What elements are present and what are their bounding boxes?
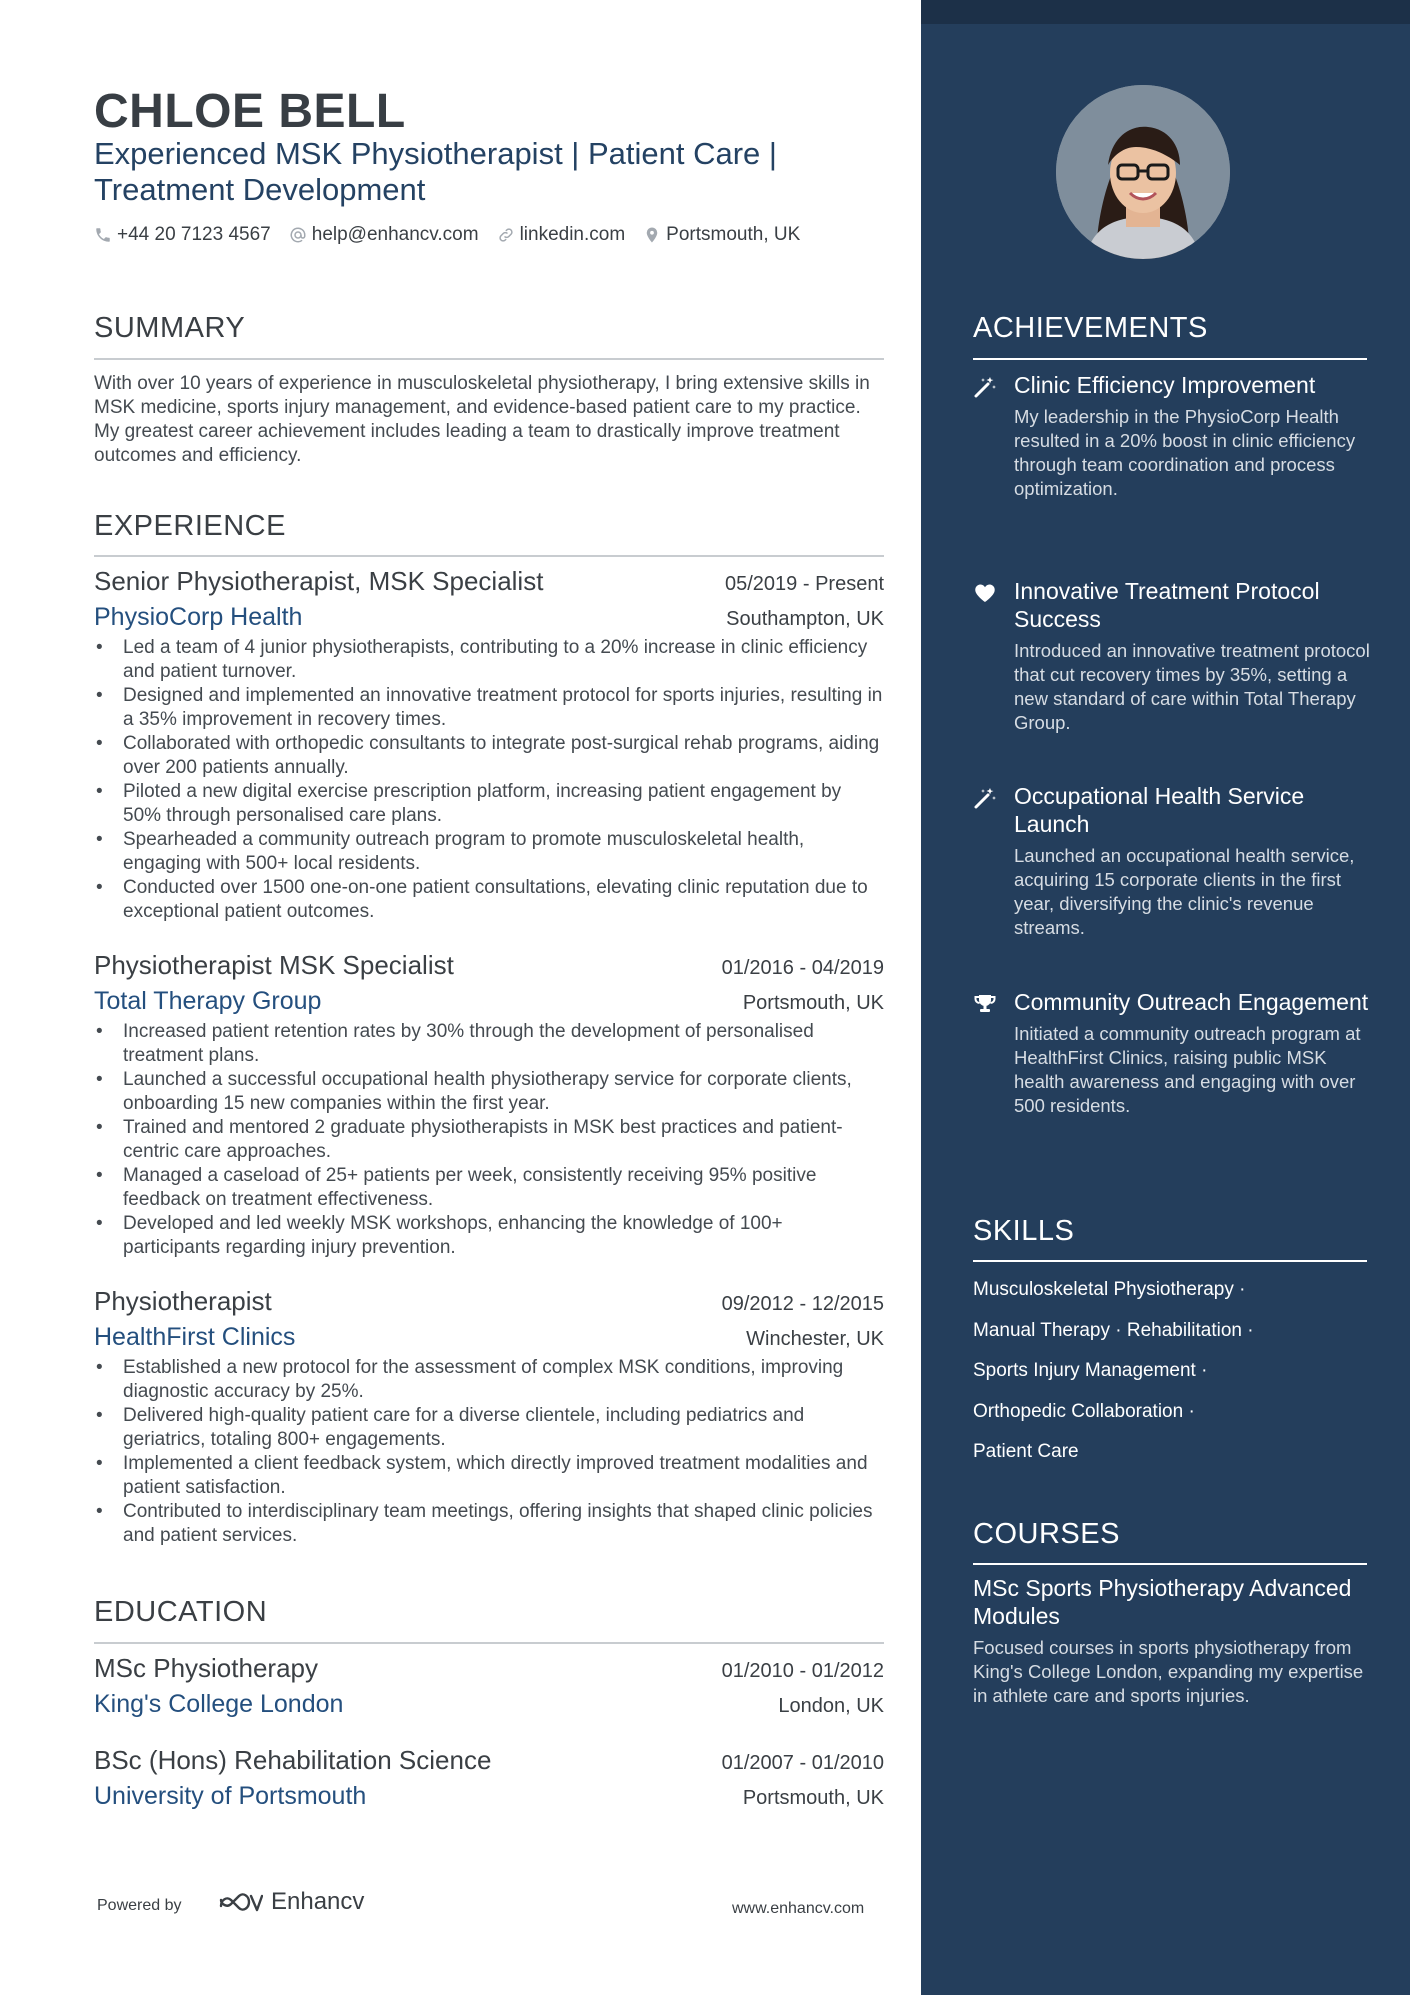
education-location: London, UK [778,1695,884,1717]
skill-line [973,1432,1373,1473]
skill-item: Rehabilitation [1126,1319,1242,1341]
bullet-item: • Trained and mentored 2 graduate physiotherapists in MSK best practices and patient-centric care approaches. [94,1116,884,1164]
bullet-item: • Piloted a new digital exercise prescription platform, increasing patient engagement by 50% through personalised care plans. [94,780,884,828]
job-location: Winchester, UK [746,1328,884,1350]
footer-url[interactable]: www.enhancv.com [732,1900,865,1917]
achievement-desc: My leadership in the PhysioCorp Health resulted in a 20% boost in clinic efficiency through team coordination and process optimization. [1014,406,1356,499]
achievement-item [973,782,1373,940]
achievement-desc: Initiated a community outreach program at HealthFirst Clinics, raising public MSK health awareness and engaging with over 500 residents. [1014,1023,1361,1116]
bullet-item: • Established a new protocol for the assessment of complex MSK conditions, improving diagnostic accuracy by 25%. [94,1356,884,1404]
contact-email[interactable] [289,224,479,246]
contact-phone[interactable] [94,224,271,246]
sidebar-top-bar [921,0,1410,24]
skills-list [973,1270,1373,1473]
job-entry [94,566,884,924]
contact-phone-text: +44 20 7123 4567 [117,224,271,245]
job-dates: 09/2012 - 12/2015 [721,1293,884,1315]
bullet-item: • Spearheaded a community outreach program to promote musculoskeletal health, engaging with 500+ local residents. [94,828,884,876]
skill-separator: · [1239,1279,1246,1300]
job-company: HealthFirst Clinics [94,1323,296,1351]
bullet-item: • Developed and led weekly MSK workshops, enhancing the knowledge of 100+ participants regarding injury prevention. [94,1212,884,1260]
skill-separator: · [1188,1400,1195,1422]
footer-brand-text: Enhancv [271,1888,365,1915]
enhancv-logo-icon [217,1890,263,1914]
job-bullets [94,1356,884,1548]
job-title: Senior Physiotherapist, MSK Specialist [94,566,544,596]
summary-divider [94,358,884,360]
bullet-item: • Increased patient retention rates by 30% through the development of personalised treatment plans. [94,1020,884,1068]
skill-separator: · [1247,1319,1254,1341]
skill-item: Musculoskeletal Physiotherapy [973,1279,1234,1300]
contact-bar [94,224,800,246]
heart-icon [973,581,997,605]
skill-item: Orthopedic Collaboration [973,1400,1184,1422]
footer-powered-by: Powered by [97,1897,182,1914]
avatar [1056,85,1230,259]
bullet-item: • Collaborated with orthopedic consultants to integrate post-surgical rehab programs, aiding over 200 patients annually. [94,732,884,780]
achievement-title: Occupational Health Service Launch [1014,783,1305,837]
achievement-item [973,371,1373,501]
skill-line [973,1392,1373,1433]
education-divider [94,1642,884,1644]
job-dates: 05/2019 - Present [725,573,884,595]
achievement-desc: Introduced an innovative treatment protocol that cut recovery times by 35%, setting a new standard of care within Total Therapy Group. [1014,640,1370,733]
footer-brand[interactable] [217,1888,364,1916]
skills-divider [973,1260,1367,1262]
achievements-title: ACHIEVEMENTS [973,312,1208,344]
sidebar [921,0,1410,1995]
bullet-item: • Led a team of 4 junior physiotherapists, contributing to a 20% increase in clinic efficiency and patient turnover. [94,636,884,684]
job-title: Physiotherapist [94,1286,272,1316]
achievement-title: Clinic Efficiency Improvement [1014,372,1316,398]
contact-linkedin-text: linkedin.com [519,224,626,245]
phone-icon [94,226,112,244]
contact-linkedin[interactable] [497,224,626,246]
skill-line [973,1311,1373,1352]
trophy-icon [973,992,997,1016]
achievement-item [973,988,1373,1118]
job-bullets [94,636,884,924]
course-desc: Focused courses in sports physiotherapy from King's College London, expanding my expertise in athlete care and sports injuries. [973,1637,1364,1706]
education-school: University of Portsmouth [94,1782,367,1810]
skill-item: Patient Care [973,1441,1079,1462]
bullet-item: • Designed and implemented an innovative treatment protocol for sports injuries, resulting in a 35% improvement in recovery times. [94,684,884,732]
experience-divider [94,555,884,557]
course-title: MSc Sports Physiotherapy Advanced Modules [973,1575,1352,1629]
achievement-desc: Launched an occupational health service, acquiring 15 corporate clients in the first year, diversifying the clinic's revenue streams. [1014,845,1355,938]
achievement-title: Innovative Treatment Protocol Success [1014,578,1320,632]
achievement-title: Community Outreach Engagement [1014,989,1369,1015]
contact-location [643,224,800,246]
skills-title: SKILLS [973,1215,1075,1247]
skill-item: Sports Injury Management [973,1360,1196,1381]
summary-title: SUMMARY [94,312,246,344]
course-item [973,1574,1373,1708]
link-icon [497,226,515,244]
job-location: Southampton, UK [726,608,884,630]
magic-wand-icon [973,375,997,399]
bullet-item: • Delivered high-quality patient care for a diverse clientele, including pediatrics and geriatrics, totaling 800+ engagements. [94,1404,884,1452]
education-school: King's College London [94,1690,344,1718]
candidate-name: CHLOE BELL [94,85,406,138]
job-dates: 01/2016 - 04/2019 [721,957,884,979]
skill-line [973,1270,1373,1311]
magic-wand-icon [973,786,997,810]
experience-title: EXPERIENCE [94,510,286,542]
bullet-item: • Implemented a client feedback system, which directly improved treatment modalities and patient satisfaction. [94,1452,884,1500]
bullet-item: • Managed a caseload of 25+ patients per week, consistently receiving 95% positive feedback on treatment effectiveness. [94,1164,884,1212]
contact-location-text: Portsmouth, UK [666,224,801,245]
at-icon [289,226,307,244]
job-company: Total Therapy Group [94,987,322,1015]
profile-photo [1056,85,1230,259]
skill-separator: · [1201,1360,1208,1381]
education-title: EDUCATION [94,1596,268,1628]
location-icon [643,226,661,244]
job-location: Portsmouth, UK [742,992,884,1014]
job-entry [94,1286,884,1548]
education-dates: 01/2007 - 01/2010 [721,1752,884,1774]
education-degree: MSc Physiotherapy [94,1653,318,1683]
bullet-item: • Launched a successful occupational health physiotherapy service for corporate clients, onboarding 15 new companies within the first year. [94,1068,884,1116]
bullet-item: • Conducted over 1500 one-on-one patient consultations, elevating clinic reputation due to exceptional patient outcomes. [94,876,884,924]
education-dates: 01/2010 - 01/2012 [721,1660,884,1682]
education-entry [94,1653,884,1719]
bullet-item: • Contributed to interdisciplinary team meetings, offering insights that shaped clinic policies and patient services. [94,1500,884,1548]
summary-text: With over 10 years of experience in musculoskeletal physiotherapy, I bring extensive skills in MSK medicine, sports injury management, and evidence-based patient care to my practice. My greatest career achievement includes leading a team to drastically improve treatment outcomes and efficiency. [94,373,870,466]
job-entry [94,950,884,1260]
achievements-divider [973,358,1367,360]
headline: Experienced MSK Physiotherapist | Patient Care | Treatment Development [94,136,777,207]
education-entry [94,1745,884,1811]
job-company: PhysioCorp Health [94,603,303,631]
skill-item: Manual Therapy [973,1319,1110,1341]
courses-divider [973,1563,1367,1565]
skill-separator: · [1115,1319,1122,1341]
achievement-item [973,577,1373,735]
job-title: Physiotherapist MSK Specialist [94,950,454,980]
skill-line [973,1351,1373,1392]
job-bullets [94,1020,884,1260]
education-degree: BSc (Hons) Rehabilitation Science [94,1745,492,1775]
education-location: Portsmouth, UK [742,1787,884,1809]
courses-title: COURSES [973,1518,1120,1550]
contact-email-text: help@enhancv.com [311,224,479,245]
